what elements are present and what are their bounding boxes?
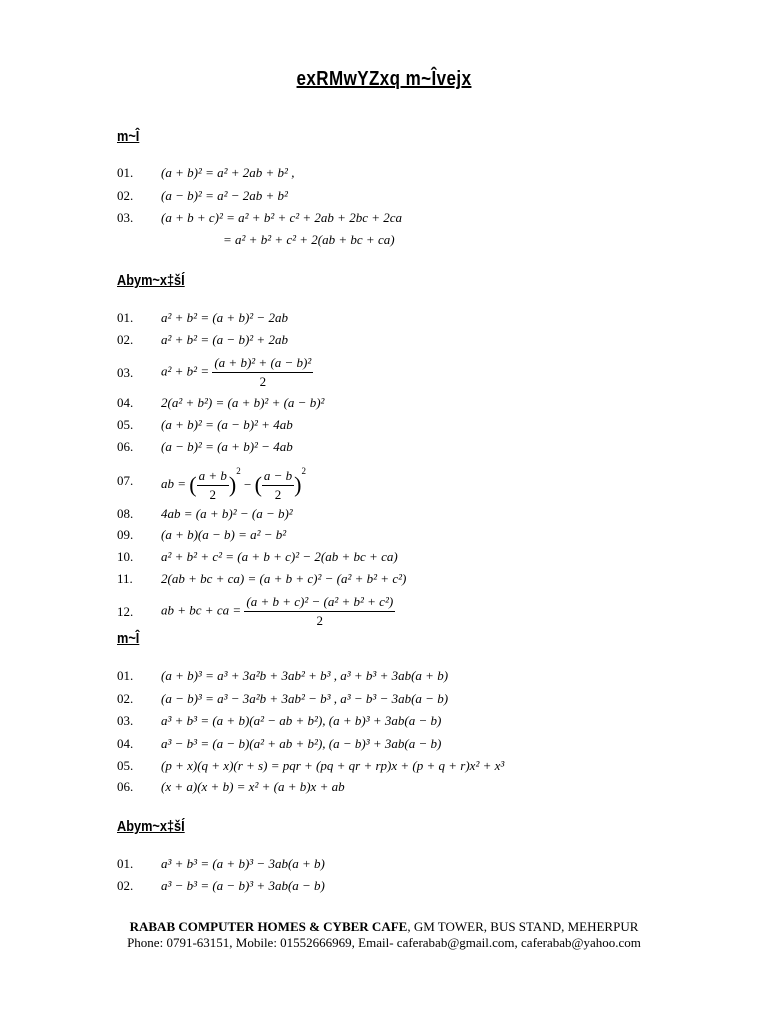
formula-number: 06. [117, 779, 134, 794]
formula-number: 02. [117, 188, 134, 203]
formula-number: 03. [117, 713, 134, 728]
fraction-denominator: 2 [209, 486, 216, 502]
fraction [244, 593, 395, 630]
formula-number: 12. [117, 604, 134, 619]
fraction-denominator: 2 [274, 486, 282, 502]
formula: a³ + b³ = (a + b)(a² − ab + b²), (a + b)³ + 3ab(a − b) [161, 713, 442, 728]
page-title: exRMwYZxq m~Îvejx [296, 68, 472, 90]
formula: a³ − b³ = (a − b)³ + 3ab(a − b) [161, 878, 325, 893]
footer-contact: Phone: 0791-63151, Mobile: 01552666969, Email- caferabab@gmail.com, caferabab@yahoo.com [127, 935, 641, 950]
formula-number: 04. [117, 395, 134, 410]
formula [161, 593, 395, 630]
formula-number: 08. [117, 506, 134, 521]
formula [161, 462, 306, 504]
exponent: 2 [236, 466, 241, 476]
exponent: 2 [301, 466, 306, 476]
paren-open: ( [189, 472, 197, 498]
formula-number: 01. [117, 310, 134, 325]
formula: a³ − b³ = (a − b)(a² + ab + b²), (a − b)³ + 3ab(a − b) [161, 736, 442, 751]
formula: 4ab = (a + b)² − (a − b)² [161, 506, 293, 521]
section-heading-1: m~Î [117, 128, 140, 145]
formula-continuation: = a² + b² + c² + 2(ab + bc + ca) [223, 232, 395, 247]
formula: (p + x)(q + x)(r + s) = pqr + (pq + qr + rp)x + (p + q + r)x² + x³ [161, 758, 505, 773]
fraction [212, 354, 313, 391]
formula: (x + a)(x + b) = x² + (a + b)x + ab [161, 779, 345, 794]
section-heading-3: m~Î [117, 630, 140, 647]
formula-number: 01. [117, 668, 134, 683]
formula-lhs: a² + b² = [161, 363, 210, 379]
paren-close: ) [294, 472, 302, 498]
formula-number: 02. [117, 332, 134, 347]
formula-number: 06. [117, 439, 134, 454]
formula-number: 04. [117, 736, 134, 751]
fraction [197, 467, 229, 504]
fraction-numerator: a − b [262, 467, 294, 486]
formula-number: 11. [117, 571, 133, 586]
formula: 2(a² + b²) = (a + b)² + (a − b)² [161, 395, 325, 410]
formula: (a − b)³ = a³ − 3a²b + 3ab² − b³ , a³ − b³ − 3ab(a − b) [161, 691, 449, 706]
formula-number: 05. [117, 758, 134, 773]
section-heading-4: Abym~x‡šÍ [117, 818, 185, 835]
formula-number: 02. [117, 691, 134, 706]
formula-number: 07. [117, 473, 134, 488]
fraction-numerator: a + b [197, 467, 229, 486]
formula: a² + b² + c² = (a + b + c)² − 2(ab + bc + ca) [161, 549, 398, 564]
formula: (a + b + c)² = a² + b² + c² + 2ab + 2bc + 2ca [161, 210, 403, 225]
formula: a³ + b³ = (a + b)³ − 3ab(a + b) [161, 856, 325, 871]
formula: (a − b)² = (a + b)² − 4ab [161, 439, 293, 454]
formula: (a − b)² = a² − 2ab + b² [161, 188, 288, 203]
formula-lhs: ab = [161, 476, 187, 491]
formula: 2(ab + bc + ca) = (a + b + c)² − (a² + b² + c²) [161, 571, 407, 586]
footer-address: , GM TOWER, BUS STAND, MEHERPUR [407, 919, 639, 934]
formula: a² + b² = (a + b)² − 2ab [161, 310, 288, 325]
formula-number: 03. [117, 365, 134, 380]
footer-business-name: RABAB COMPUTER HOMES & CYBER CAFE [129, 919, 408, 934]
formula: a² + b² = (a − b)² + 2ab [161, 332, 288, 347]
paren-open: ( [254, 472, 262, 498]
formula: (a + b)² = (a − b)² + 4ab [161, 417, 293, 432]
fraction [262, 467, 294, 504]
minus-sign: − [243, 477, 252, 493]
formula-number: 01. [117, 856, 134, 871]
formula-number: 05. [117, 417, 134, 432]
formula-number: 02. [117, 878, 134, 893]
paren-close: ) [228, 472, 237, 498]
formula-number: 10. [117, 549, 134, 564]
footer-line-1 [0, 919, 768, 935]
section-heading-2: Abym~x‡šÍ [117, 272, 185, 289]
formula: (a + b)² = a² + 2ab + b² , [161, 165, 295, 180]
fraction-numerator: (a + b)² + (a − b)² [212, 354, 313, 373]
formula: (a + b)(a − b) = a² − b² [161, 527, 287, 542]
formula-number: 03. [117, 210, 134, 225]
formula [161, 354, 313, 391]
formula-number: 01. [117, 165, 134, 180]
formula: (a + b)³ = a³ + 3a²b + 3ab² + b³ , a³ + b³ + 3ab(a + b) [161, 668, 449, 683]
formula-number: 09. [117, 527, 134, 542]
fraction-numerator: (a + b + c)² − (a² + b² + c²) [244, 593, 395, 612]
formula-lhs: ab + bc + ca = [161, 602, 242, 618]
fraction-denominator: 2 [316, 613, 324, 628]
fraction-denominator: 2 [259, 374, 267, 389]
